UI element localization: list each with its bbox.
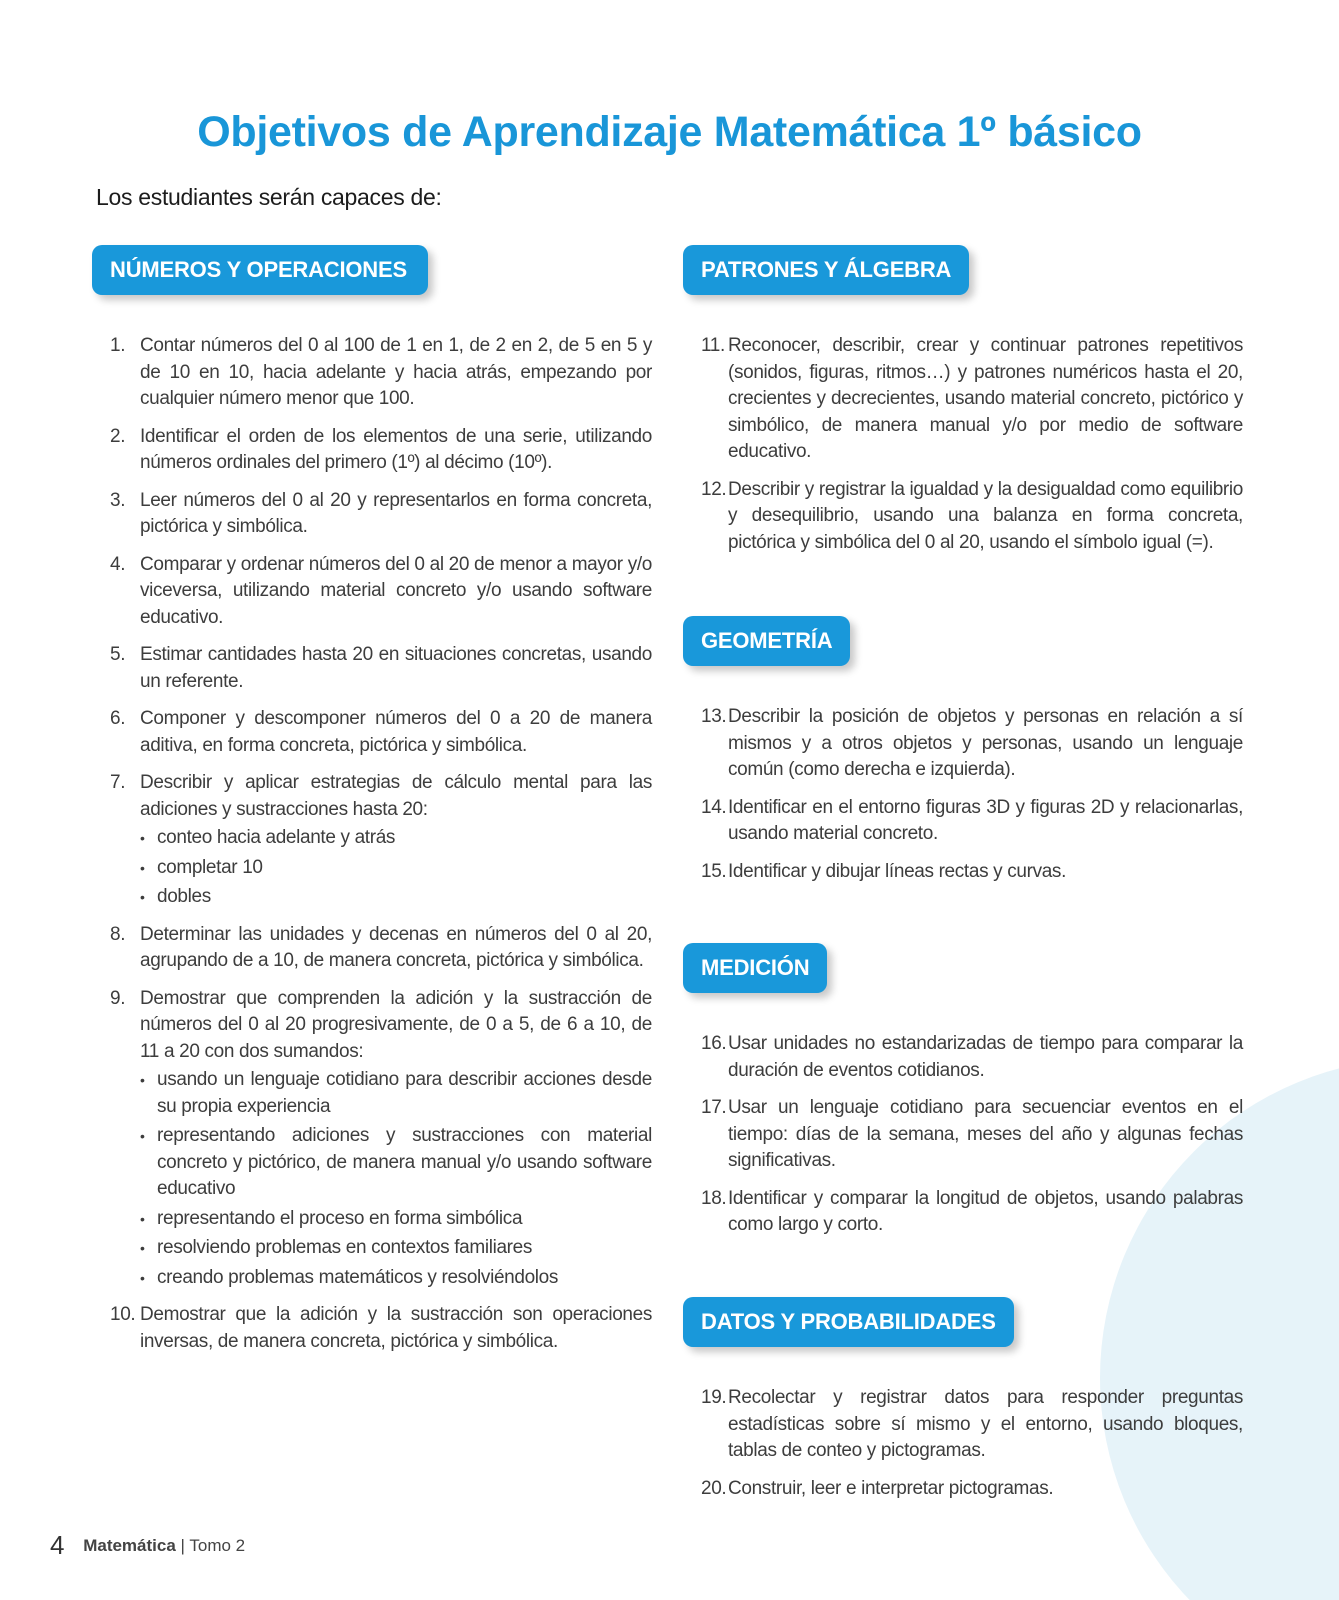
section-heading-datos: DATOS Y PROBABILIDADES <box>683 1297 1014 1347</box>
list-item <box>683 859 1243 886</box>
bullet-item: • dobles <box>140 884 652 911</box>
item-number: 1. <box>110 335 126 356</box>
item-number: 11. <box>701 335 725 356</box>
list-item <box>92 770 652 911</box>
item-number: 13. <box>701 706 727 727</box>
page-number: 4 <box>50 1530 65 1560</box>
item-text: Demostrar que la adición y la sustracción son operaciones inversas, de manera concreta, pictórica y simbólica. <box>140 1304 652 1352</box>
item-number: 8. <box>110 923 126 945</box>
section-heading-geometria: GEOMETRÍA <box>683 616 850 666</box>
list-item <box>92 1302 652 1355</box>
section-geometria <box>683 616 1243 896</box>
list-item <box>92 986 652 1292</box>
list-item <box>683 1476 1243 1503</box>
item-number: 20. <box>701 1477 727 1499</box>
medicion-list <box>683 1031 1243 1239</box>
list-item <box>92 552 652 632</box>
list-item <box>92 922 652 975</box>
footer-subject: Matemática <box>83 1536 176 1555</box>
footer-separator: | <box>180 1536 185 1555</box>
list-item <box>92 488 652 541</box>
item-number: 3. <box>110 489 126 511</box>
item-number: 9. <box>110 987 126 1009</box>
list-item <box>683 333 1243 466</box>
list-item <box>683 1186 1243 1239</box>
section-heading-patrones: PATRONES Y ÁLGEBRA <box>683 245 969 295</box>
item-text: Identificar y dibujar líneas rectas y curvas. <box>728 860 1067 882</box>
bullet-list <box>140 825 652 911</box>
list-item <box>683 1385 1243 1465</box>
bullet-list <box>140 1067 652 1291</box>
patrones-list <box>683 333 1243 556</box>
item-text: Describir y aplicar estrategias de cálculo mental para las adiciones y sustracciones hasta 20: <box>140 772 652 820</box>
item-text: Contar números del 0 al 100 de 1 en 1, de 2 en 2, de 5 en 5 y de 10 en 10, hacia adelante y hacia atrás, empezando por cualquier número menor que 100. <box>140 335 652 409</box>
list-item <box>92 642 652 695</box>
item-number: 2. <box>110 425 126 447</box>
item-number: 15. <box>701 860 727 882</box>
item-text: Reconocer, describir, crear y continuar patrones repetitivos (sonidos, figuras, ritmos…) y patrones numéricos hasta el 20, crecientes y decrecientes, usando material concreto, pictórico y simbólico, de manera manual y/o por medio de software educativo. <box>728 335 1243 462</box>
item-text: Identificar el orden de los elementos de una serie, utilizando números ordinales del primero (1º) al décimo (10º). <box>140 425 652 473</box>
list-item <box>683 477 1243 557</box>
item-text: Recolectar y registrar datos para responder preguntas estadísticas sobre sí mismo y el entorno, usando bloques, tablas de conteo y pictogramas. <box>728 1387 1243 1461</box>
bullet-item: • resolviendo problemas en contextos familiares <box>140 1235 652 1262</box>
item-number: 19. <box>701 1387 727 1408</box>
bullet-item: • conteo hacia adelante y atrás <box>140 825 652 852</box>
list-item <box>683 1095 1243 1175</box>
page-footer <box>50 1530 245 1561</box>
item-text: Leer números del 0 al 20 y representarlos en forma concreta, pictórica y simbólica. <box>140 489 652 537</box>
footer-volume: Tomo 2 <box>189 1536 246 1555</box>
section-medicion <box>683 943 1243 1250</box>
geometria-list <box>683 704 1243 885</box>
item-text: Demostrar que comprenden la adición y la sustracción de números del 0 al 20 progresivamente, de 0 a 5, de 6 a 10, de 11 a 20 con dos sumandos: <box>140 987 652 1062</box>
item-number: 4. <box>110 553 126 575</box>
item-number: 5. <box>110 644 126 665</box>
list-item <box>92 333 652 413</box>
left-column <box>92 245 652 1366</box>
intro-text: Los estudiantes serán capaces de: <box>96 184 442 210</box>
datos-list <box>683 1385 1243 1502</box>
item-text: Describir la posición de objetos y personas en relación a sí mismos y a otros objetos y personas, usando un lenguaje común (como derecha e izquierda). <box>728 706 1243 780</box>
item-text: Identificar en el entorno figuras 3D y figuras 2D y relacionarlas, usando material concreto. <box>728 796 1243 844</box>
item-number: 17. <box>701 1097 727 1118</box>
page-title: Objetivos de Aprendizaje Matemática 1º básico <box>197 108 1142 156</box>
item-number: 7. <box>110 772 126 793</box>
item-number: 10. <box>110 1304 136 1325</box>
item-number: 16. <box>701 1033 727 1054</box>
list-item <box>92 706 652 759</box>
item-text: Construir, leer e interpretar pictogramas. <box>728 1477 1054 1499</box>
numeros-list <box>92 333 652 1355</box>
section-datos <box>683 1297 1243 1513</box>
list-item <box>683 795 1243 848</box>
bullet-item: • creando problemas matemáticos y resolviéndolos <box>140 1265 652 1292</box>
item-text: Identificar y comparar la longitud de objetos, usando palabras como largo y corto. <box>728 1187 1243 1235</box>
item-number: 14. <box>701 796 727 818</box>
item-text: Componer y descomponer números del 0 a 20 de manera aditiva, en forma concreta, pictórica y simbólica. <box>140 708 652 756</box>
bullet-item: • completar 10 <box>140 855 652 882</box>
item-text: Usar un lenguaje cotidiano para secuenciar eventos en el tiempo: días de la semana, meses del año y algunas fechas significativas. <box>728 1097 1243 1171</box>
section-heading-numeros: NÚMEROS Y OPERACIONES <box>92 245 428 295</box>
item-text: Usar unidades no estandarizadas de tiempo para comparar la duración de eventos cotidianos. <box>728 1033 1243 1081</box>
bullet-item: • representando el proceso en forma simbólica <box>140 1206 652 1233</box>
item-text: Describir y registrar la igualdad y la desigualdad como equilibrio y desequilibrio, usando una balanza en forma concreta, pictórica y simbólica del 0 al 20, usando el símbolo igual (=). <box>728 478 1243 553</box>
bullet-item: • representando adiciones y sustracciones con material concreto y pictórico, de manera manual y/o usando software educativo <box>140 1123 652 1203</box>
section-heading-medicion: MEDICIÓN <box>683 943 827 993</box>
item-number: 6. <box>110 708 126 729</box>
bullet-item: • usando un lenguaje cotidiano para describir acciones desde su propia experiencia <box>140 1067 652 1120</box>
list-item <box>92 424 652 477</box>
item-number: 18. <box>701 1187 727 1209</box>
item-text: Estimar cantidades hasta 20 en situaciones concretas, usando un referente. <box>140 644 652 692</box>
item-number: 12. <box>701 478 727 500</box>
list-item <box>683 1031 1243 1084</box>
item-text: Determinar las unidades y decenas en números del 0 al 20, agrupando de a 10, de manera concreta, pictórica y simbólica. <box>140 923 652 971</box>
list-item <box>683 704 1243 784</box>
item-text: Comparar y ordenar números del 0 al 20 de menor a mayor y/o viceversa, utilizando material concreto y/o usando software educativo. <box>140 553 652 628</box>
section-patrones <box>683 245 1243 567</box>
